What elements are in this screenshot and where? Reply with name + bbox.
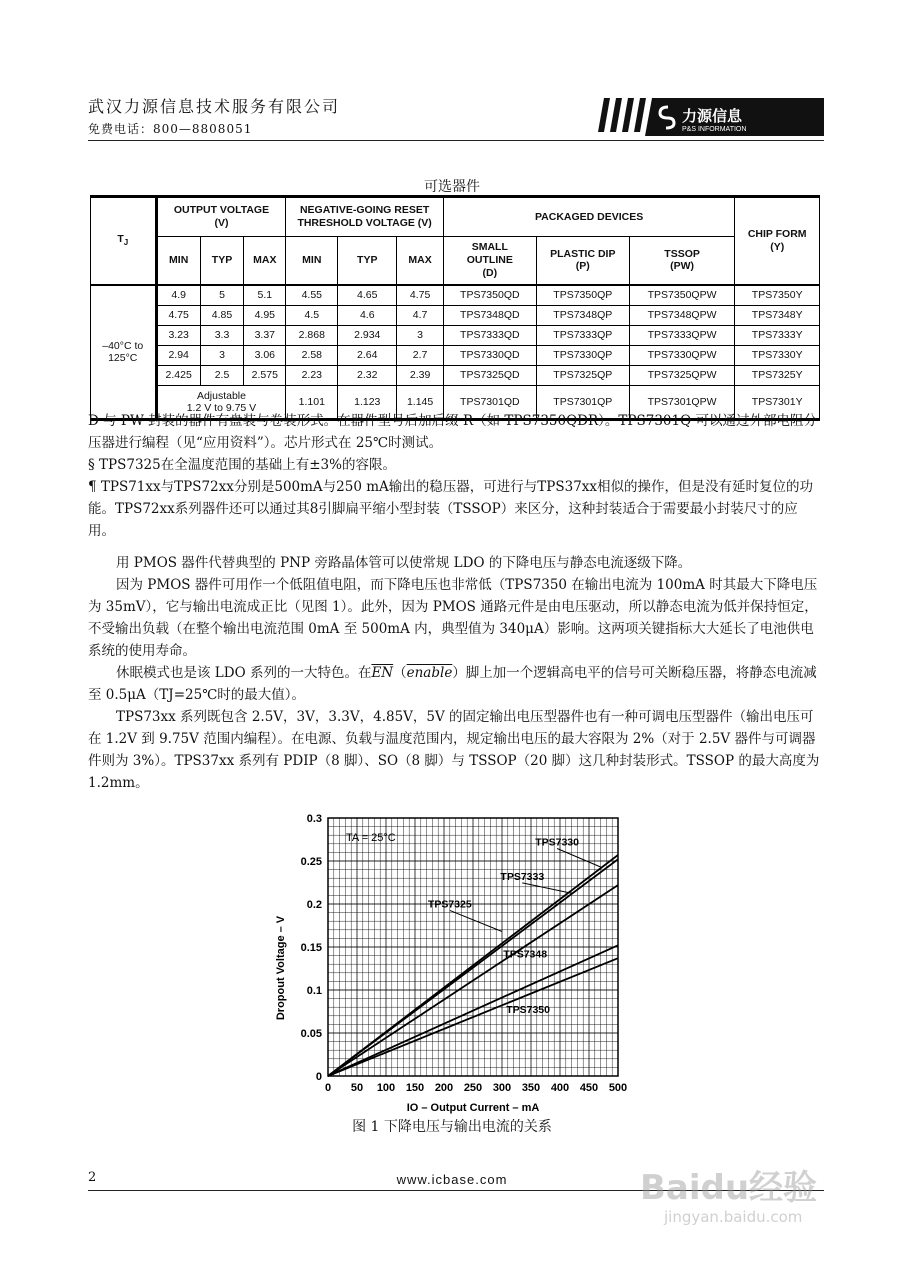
cell-p: TPS7325QP — [536, 365, 629, 385]
cell-vmax: 3.06 — [244, 345, 286, 365]
cell-rmax: 4.7 — [397, 305, 443, 325]
cell-rtyp: 2.934 — [338, 325, 397, 345]
cell-d: TPS7325QD — [443, 365, 536, 385]
cell-rmin: 1.101 — [286, 385, 338, 419]
cell-rmax: 2.7 — [397, 345, 443, 365]
table-caption: 可选器件 — [424, 179, 480, 195]
cell-vtyp: 3.3 — [200, 325, 243, 345]
cell-rtyp: 4.6 — [338, 305, 397, 325]
series-label-tps7330: TPS7330 — [535, 836, 579, 849]
cell-rtyp: 2.32 — [338, 365, 397, 385]
cell-p: TPS7330QP — [536, 345, 629, 365]
page-number: 2 — [88, 1170, 97, 1185]
chart-grid — [328, 818, 618, 1076]
logo-cn: 力源信息 — [682, 108, 743, 125]
cell-vmax: 2.575 — [244, 365, 286, 385]
x-tick-label: 450 — [579, 1082, 599, 1094]
x-tick-label: 100 — [376, 1082, 396, 1094]
adjustable-line-1: Adjustable — [196, 389, 246, 402]
series-label-tps7325: TPS7325 — [427, 898, 472, 911]
table-row — [91, 325, 820, 345]
header-output-voltage-unit: (V) — [214, 217, 229, 229]
figure-caption: 图 1 下降电压与输出电流的关系 — [352, 1119, 552, 1135]
body-text — [88, 552, 824, 794]
sub-rmin: MIN — [286, 237, 338, 285]
cell-pw: TPS7348QPW — [629, 305, 735, 325]
cell-pw: TPS7325QPW — [629, 365, 735, 385]
cell-rmin: 2.58 — [286, 345, 338, 365]
y-tick-label: 0.05 — [300, 1028, 322, 1040]
device-table — [90, 195, 820, 421]
cell-p: TPS7301QP — [536, 385, 629, 419]
adjustable-line-2: 1.2 V to 9.75 V — [186, 401, 257, 414]
y-tick-label: 0.25 — [300, 856, 322, 868]
note-tps7325: § TPS7325在全温度范围的基础上有±3%的容限。 — [88, 457, 396, 473]
table-row — [91, 365, 820, 385]
cell-vmin: 4.9 — [156, 285, 200, 306]
x-tick-label: 200 — [434, 1082, 454, 1094]
sub-rtyp: TYP — [338, 237, 397, 285]
enable-pin: enable — [406, 665, 453, 681]
cell-y: TPS7348Y — [735, 305, 820, 325]
series-label-tps7348: TPS7348 — [503, 948, 548, 961]
cell-rmax: 4.75 — [397, 285, 443, 306]
table-row — [91, 305, 820, 325]
series-label-tps7350: TPS7350 — [506, 1004, 550, 1017]
series-label-tps7333: TPS7333 — [500, 870, 545, 883]
watermark-brand: Baidu经验 — [640, 1168, 818, 1208]
cell-vmin: 4.75 — [156, 305, 200, 325]
logo-en: P&S INFORMATION — [682, 126, 747, 133]
cell-vtyp: 3 — [200, 345, 243, 365]
cell-p: TPS7348QP — [536, 305, 629, 325]
cell-pw: TPS7330QPW — [629, 345, 735, 365]
note-tps71xx: ¶ TPS71xx与TPS72xx分别是500mA与250 mA输出的稳压器，可进行与TPS37xx相似的操作，但是没有延时复位的功能。TPS72xx系列器件还可以通过其8引脚扁平缩小型封装（TSSOP）来区分，这种封装适合于需要最小封装尺寸的应用。 — [88, 479, 814, 539]
tj-range-line-2: 125°C — [108, 351, 138, 364]
cell-vtyp: 4.85 — [200, 305, 243, 325]
x-axis-label: IO – Output Current – mA — [406, 1102, 540, 1114]
header-chip-label: CHIP FORM — [747, 228, 807, 241]
sub-vmax: MAX — [244, 237, 286, 285]
paragraph-2: 因为 PMOS 器件可用作一个低阻值电阻，而下降电压也非常低（TPS7350 在输出电流为 100mA 时其最大下降电压为 35mV），它与输出电流成正比（见图 1）。此外，因为 PMOS 通路元件是由电压驱动，所以静态电流为低并保持恒定，不受输出负载（在整个输出电流范围 0mA 至 500mA 内，典型值为 340μA）影响。这两项关键指标大大延长了电池供电系统的使用寿命。 — [88, 577, 818, 659]
cell-p: TPS7350QP — [536, 285, 629, 306]
series-leader-tps7330 — [557, 849, 601, 868]
x-tick-label: 500 — [608, 1082, 628, 1094]
tj-range-line-1: –40°C to — [102, 339, 144, 352]
cell-rmax: 1.145 — [397, 385, 443, 419]
p3-part-a: 休眠模式也是该 LDO 系列的一大特色。在 — [116, 665, 372, 681]
sub-pdip-line-2: (P) — [575, 260, 590, 273]
cell-vmax: 3.37 — [244, 325, 286, 345]
sub-rmax: MAX — [397, 237, 443, 285]
table-header-row-2 — [91, 237, 820, 285]
cell-pw: TPS7301QPW — [629, 385, 735, 419]
sub-small-line-2: OUTLINE — [466, 253, 513, 266]
x-tick-label: 300 — [492, 1082, 512, 1094]
header-reset-threshold — [286, 197, 443, 237]
p3-part-b: ）脚上加一个逻辑高电平的信号可关断稳压器，将静态电流减至 0.5μA（TJ=25℃时的最大值）。 — [88, 665, 817, 703]
cell-rmin: 2.23 — [286, 365, 338, 385]
paragraph-4: TPS73xx 系列既包含 2.5V，3V，3.3V，4.85V，5V 的固定输出电压型器件也有一种可调电压型器件（输出电压可在 1.2V 到 9.75V 范围内编程）。在电源、负载与温度范围内，规定输出电压的最大容限为 2%（对于 2.5V 器件与可调器件则为 3%）。TPS37xx 系列有 PDIP（8 脚）、SO（8 脚）与 TSSOP（20 脚）这几种封装形式。TSSOP 的最大高度为 1.2mm。 — [88, 709, 820, 791]
paragraph-3: 休眠模式也是该 LDO 系列的一大特色。在$\overline{EN}(enable)$脚上加一个逻辑高电平的信号可关断稳压器，将静态电流减至 0.5μA（TJ=25℃时的最大值）。 — [88, 665, 817, 703]
cell-d: TPS7348QD — [443, 305, 536, 325]
cell-rtyp: 2.64 — [338, 345, 397, 365]
cell-vmin: 2.425 — [156, 365, 200, 385]
cell-vmin: 2.94 — [156, 345, 200, 365]
watermark — [640, 1168, 850, 1248]
paragraph-1: 用 PMOS 器件代替典型的 PNP 旁路晶体管可以使常规 LDO 的下降电压与静态电流逐级下降。 — [116, 555, 692, 571]
table-row — [91, 345, 820, 365]
header-divider — [88, 140, 824, 141]
header-packaged: PACKAGED DEVICES — [443, 197, 735, 237]
header-output-voltage — [156, 197, 286, 237]
table-row — [91, 285, 820, 306]
x-tick-label: 0 — [324, 1082, 332, 1094]
header-reset-line-1: NEGATIVE-GOING RESET — [299, 204, 430, 217]
hotline: 免费电话：800—8808051 — [88, 122, 253, 136]
y-axis-label: Dropout Voltage – V — [275, 915, 287, 1021]
y-tick-label: 0.1 — [306, 985, 322, 997]
note-package: D 与 PW 封装的器件有盘装与卷装形式。在器件型号后加后缀 R（如 TPS7350QDR）。TPS7301Q 可以通过外部电阻分压器进行编程（见“应用资料”）。芯片形式在 25℃时测试。 — [88, 413, 817, 451]
cell-y: TPS7301Y — [735, 385, 820, 419]
cell-y: TPS7333Y — [735, 325, 820, 345]
header-reset-line-2: THRESHOLD VOLTAGE (V) — [297, 217, 432, 229]
y-tick-label: 0.3 — [306, 813, 322, 825]
cell-rmin: 4.55 — [286, 285, 338, 306]
cell-y: TPS7330Y — [735, 345, 820, 365]
y-tick-label: 0.15 — [300, 942, 322, 954]
header-chip-unit: (Y) — [770, 240, 785, 253]
chart-annotation: TA = 25°C — [346, 832, 396, 844]
cell-pw: TPS7350QPW — [629, 285, 735, 306]
x-tick-label: 350 — [521, 1082, 541, 1094]
en-pin: $\overline{EN}$ — [371, 665, 394, 681]
company-logo — [598, 98, 824, 136]
cell-d: TPS7333QD — [443, 325, 536, 345]
header-output-voltage-label: OUTPUT VOLTAGE — [173, 204, 270, 217]
table-header-row-1 — [91, 197, 820, 237]
series-leader-tps7333 — [522, 883, 571, 893]
cell-vmax: 5.1 — [244, 285, 286, 306]
header-chip-form — [735, 197, 820, 285]
cell-p: TPS7333QP — [536, 325, 629, 345]
sub-pdip-line-1: PLASTIC DIP — [550, 247, 616, 260]
chart-ticks — [301, 813, 628, 1094]
cell-rmin: 4.5 — [286, 305, 338, 325]
sub-small-line-3: (D) — [482, 266, 498, 279]
dropout-chart — [268, 808, 648, 1118]
x-tick-label: 400 — [550, 1082, 570, 1094]
x-tick-label: 50 — [350, 1082, 364, 1094]
y-tick-label: 0 — [315, 1071, 322, 1083]
cell-rtyp: 1.123 — [338, 385, 397, 419]
sub-tssop — [629, 237, 735, 285]
x-tick-label: 250 — [463, 1082, 483, 1094]
sub-tssop-line-1: TSSOP — [664, 247, 700, 260]
sub-small-outline — [443, 237, 536, 285]
tj-range — [91, 285, 157, 420]
cell-vmax: 4.95 — [244, 305, 286, 325]
watermark-url: jingyan.baidu.com — [664, 1208, 803, 1226]
sub-tssop-line-2: (PW) — [670, 260, 695, 273]
cell-y: TPS7325Y — [735, 365, 820, 385]
sub-vmin: MIN — [156, 237, 200, 285]
cell-rtyp: 4.65 — [338, 285, 397, 306]
cell-vmin: 3.23 — [156, 325, 200, 345]
footer-site-link[interactable]: www.icbase.com — [396, 1172, 508, 1187]
cell-d: TPS7330QD — [443, 345, 536, 365]
cell-rmax: 3 — [397, 325, 443, 345]
cell-pw: TPS7333QPW — [629, 325, 735, 345]
cell-y: TPS7350Y — [735, 285, 820, 306]
x-tick-label: 150 — [405, 1082, 425, 1094]
y-tick-label: 0.2 — [306, 899, 322, 911]
sub-vtyp: TYP — [200, 237, 243, 285]
cell-rmin: 2.868 — [286, 325, 338, 345]
cell-rmax: 2.39 — [397, 365, 443, 385]
header-tj: $T_J$ — [91, 197, 157, 285]
sub-plastic-dip — [536, 237, 629, 285]
table-notes — [88, 410, 824, 542]
cell-d: TPS7301QD — [443, 385, 536, 419]
cell-d: TPS7350QD — [443, 285, 536, 306]
cell-vtyp: 2.5 — [200, 365, 243, 385]
company-name: 武汉力源信息技术服务有限公司 — [88, 97, 341, 116]
cell-vtyp: 5 — [200, 285, 243, 306]
sub-small-line-1: SMALL — [471, 241, 508, 254]
